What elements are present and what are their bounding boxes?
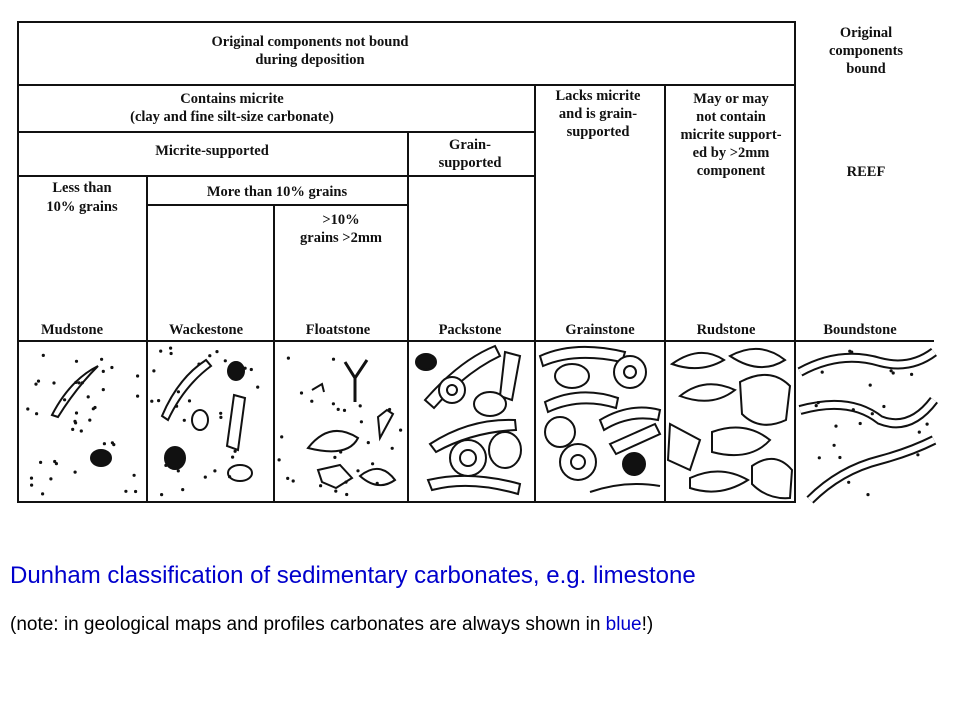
stipple-dot	[160, 493, 163, 496]
stipple-dot	[30, 484, 33, 487]
stipple-dot	[287, 357, 290, 360]
stipple-dot	[866, 493, 869, 496]
stipple-dot	[41, 492, 44, 495]
stipple-dot	[37, 380, 40, 383]
stipple-dot	[110, 366, 113, 369]
rock-type-labels	[41, 322, 897, 338]
header-less-than-10-line1: Less than	[52, 180, 112, 196]
stipple-dot	[75, 411, 78, 414]
stipple-dot	[371, 462, 374, 465]
stipple-dot	[183, 419, 186, 422]
stipple-dot	[181, 488, 184, 491]
header-may-contain-line4: ed by >2mm	[692, 145, 770, 161]
rock-label-wackestone: Wackestone	[168, 322, 244, 338]
stipple-dot	[367, 441, 370, 444]
header-may-contain-line3: micrite support-	[680, 127, 782, 143]
stipple-dot	[244, 367, 247, 370]
stipple-dot	[52, 381, 55, 384]
reef-label: REEF	[846, 164, 886, 180]
stipple-dot	[74, 471, 77, 474]
stipple-dot	[356, 469, 359, 472]
stipple-dot	[286, 477, 289, 480]
stipple-dot	[177, 390, 180, 393]
stipple-dot	[53, 460, 56, 463]
texture-drawings	[52, 346, 934, 500]
header-gt10-line1: >10%	[322, 212, 360, 228]
stipple-dot	[150, 400, 153, 403]
mudstone-texture	[52, 366, 111, 466]
stipple-dot	[388, 408, 391, 411]
stipple-dot	[164, 464, 167, 467]
rock-label-floatstone: Floatstone	[305, 322, 371, 338]
stipple-dot	[339, 450, 342, 453]
stipple-dot	[87, 395, 90, 398]
stipple-dot	[136, 395, 139, 398]
stipple-dot	[188, 399, 191, 402]
stipple-dot	[250, 368, 253, 371]
stipple-dot	[882, 405, 885, 408]
stipple-dot	[219, 412, 222, 415]
stipple-dot	[847, 481, 850, 484]
header-not-bound-line1: Original components not bound	[211, 34, 409, 50]
stipple-dot	[134, 490, 137, 493]
caption-title: Dunham classification of sedimentary carbonates, e.g. limestone	[10, 562, 696, 589]
stipple-dot	[93, 406, 96, 409]
header-contains-micrite-line1: Contains micrite	[180, 91, 284, 107]
stipple-dot	[81, 381, 84, 384]
stipple-dot	[34, 383, 37, 386]
wackestone-texture	[162, 360, 252, 481]
stipple-dot	[63, 398, 66, 401]
stipple-dot	[100, 358, 103, 361]
boundstone-texture	[800, 352, 934, 500]
stipple-dot	[334, 490, 337, 493]
stipple-dot	[859, 422, 862, 425]
stipple-dot	[159, 350, 162, 353]
rock-label-grainstone: Grainstone	[565, 322, 635, 338]
stipple-dot	[88, 419, 91, 422]
stipple-dot	[157, 399, 160, 402]
header-contains-micrite-line2: (clay and fine silt-size carbonate)	[130, 109, 334, 125]
header-grain-supported-line1: Grain-	[449, 137, 491, 153]
stipple-dot	[213, 469, 216, 472]
stipple-dot	[892, 371, 895, 374]
stipple-dot	[30, 477, 33, 480]
stipple-dot	[332, 358, 335, 361]
stipple-dot	[136, 374, 139, 377]
stipple-dot	[71, 428, 74, 431]
header-lacks-micrite-line3: supported	[566, 124, 630, 140]
stipple-dot	[39, 461, 42, 464]
header-more-than-10: More than 10% grains	[206, 184, 348, 200]
stipple-dot	[49, 477, 52, 480]
stipple-dot	[300, 391, 303, 394]
stipple-dot	[838, 456, 841, 459]
rock-label-rudstone: Rudstone	[696, 322, 756, 338]
stipple-dot	[360, 420, 363, 423]
stipple-dot	[821, 371, 824, 374]
stipple-dot	[224, 359, 227, 362]
stipple-dot	[871, 412, 874, 415]
caption-note-blue-word: blue	[605, 614, 642, 635]
stipple-dot	[344, 481, 347, 484]
stipple-dot	[35, 412, 38, 415]
header-bound-line3: bound	[846, 61, 886, 77]
stipple-dot	[852, 408, 855, 411]
stipple-dot	[833, 444, 836, 447]
stipple-dot	[850, 351, 853, 354]
stipple-dot	[817, 401, 820, 404]
packstone-texture	[416, 346, 521, 494]
stipple-dot	[278, 458, 281, 461]
header-micrite-supported: Micrite-supported	[155, 143, 269, 159]
stipple-dot	[103, 442, 106, 445]
stipple-dot	[256, 386, 259, 389]
stipple-dot	[231, 456, 234, 459]
grainstone-texture	[540, 347, 660, 492]
stipple-dot	[343, 409, 346, 412]
stipple-dot	[280, 435, 283, 438]
stipple-dot	[42, 354, 45, 357]
rudstone-texture	[668, 349, 792, 498]
floatstone-texture	[308, 360, 395, 488]
stipple-dot	[228, 475, 231, 478]
stipple-dot	[399, 429, 402, 432]
stipple-dot	[77, 381, 80, 384]
stipple-dot	[815, 404, 818, 407]
stipple-dot	[918, 431, 921, 434]
stipple-dot	[152, 369, 155, 372]
stipple-dot	[124, 490, 127, 493]
stipple-dot	[75, 360, 78, 363]
stipple-dot	[177, 469, 180, 472]
rock-label-packstone: Packstone	[438, 322, 502, 338]
stipple-dot	[169, 347, 172, 350]
header-grain-supported-line2: supported	[438, 155, 502, 171]
stipple-dot	[337, 408, 340, 411]
stipple-dot	[102, 388, 105, 391]
stipple-dot	[869, 384, 872, 387]
header-may-contain-line1: May or may	[693, 91, 769, 107]
stipple-dot	[26, 407, 29, 410]
stipple-dot	[80, 429, 83, 432]
header-bound-line1: Original	[839, 25, 893, 41]
stipple-dot	[73, 420, 76, 423]
stipple-dot	[319, 484, 322, 487]
rock-label-mudstone: Mudstone	[40, 322, 104, 338]
stipple-dot	[359, 404, 362, 407]
stipple-dot	[74, 381, 77, 384]
stipple-dot	[834, 425, 837, 428]
stipple-dot	[310, 400, 313, 403]
stipple-dot	[175, 405, 178, 408]
stipple-dot	[345, 493, 348, 496]
header-may-contain-line2: not contain	[696, 109, 766, 125]
stipple-dot	[391, 447, 394, 450]
stipple-dot	[333, 456, 336, 459]
rock-label-boundstone: Boundstone	[823, 322, 897, 338]
header-gt10-line2: grains >2mm	[300, 230, 382, 246]
header-not-bound-line2: during deposition	[255, 52, 365, 68]
stipple-dot	[111, 441, 114, 444]
stipple-dot	[376, 482, 379, 485]
stipple-dot	[204, 476, 207, 479]
stipple-dot	[332, 402, 335, 405]
stipple-dot	[292, 479, 295, 482]
stipple-dot	[818, 456, 821, 459]
header-less-than-10-line2: 10% grains	[46, 199, 118, 215]
stipple-dot	[197, 363, 200, 366]
stipple-dot	[215, 350, 218, 353]
stipple-dot	[926, 423, 929, 426]
header-bound-line2: components	[828, 43, 904, 59]
caption-note-text: (note: in geological maps and profiles carbonates are always shown in	[10, 614, 606, 635]
header-lacks-micrite-line1: Lacks micrite	[555, 88, 641, 104]
stipple-dot	[234, 450, 237, 453]
stipple-dot	[219, 416, 222, 419]
header-labels	[46, 25, 903, 246]
stipple-dot	[208, 354, 211, 357]
stipple-dot	[910, 373, 913, 376]
stipple-dot	[102, 370, 105, 373]
caption-note-end: !)	[641, 614, 654, 635]
header-may-contain-line5: component	[696, 163, 766, 179]
stipple-dot	[133, 474, 136, 477]
header-lacks-micrite-line2: and is grain-	[558, 106, 638, 122]
stipple-dot	[170, 352, 173, 355]
caption-note	[10, 614, 653, 636]
stipple-dot	[916, 453, 919, 456]
